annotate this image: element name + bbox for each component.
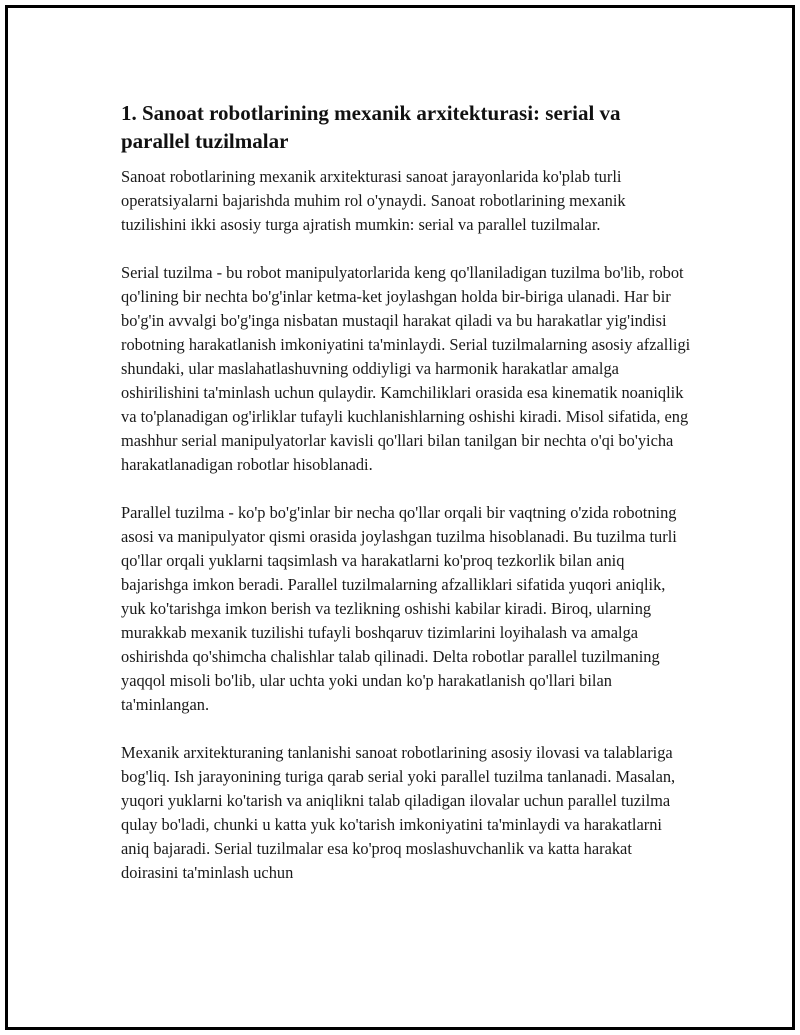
document-body [121, 99, 691, 885]
paragraph-serial-structure: Serial tuzilma - bu robot manipulyatorlarida keng qo'llaniladigan tuzilma bo'lib, robot qo'lining bir nechta bo'g'inlar ketma-ket joylashgan holda bir-biriga ulanadi. Har bir bo'g'in avvalgi bo'g'inga nisbatan mustaqil harakat qiladi va bu harakatlar yig'indisi robotning harakatlanish imkoniyatini ta'minlaydi. Serial tuzilmalarning asosiy afzalligi shundaki, ular maslahatlashuvning oddiyligi va harmonik harakatlar amalga oshirilishini ta'minlash uchun qulaydir. Kamchiliklari orasida esa kinematik noaniqlik va to'planadigan og'irliklar tufayli kuchlanishlarning oshishi kiradi. Misol sifatida, eng mashhur serial manipulyatorlar kavisli qo'llari bilan tanilgan bir nechta o'qi bo'yicha harakatlanadigan robotlar hisoblanadi. [121, 263, 691, 474]
paragraph-parallel-structure: Parallel tuzilma - ko'p bo'g'inlar bir necha qo'llar orqali bir vaqtning o'zida robotning asosi va manipulyator qismi orasida joylashgan tuzilma hisoblanadi. Bu tuzilma turli qo'llar orqali yuklarni taqsimlash va harakatlarni ko'proq tezkorlik bilan aniq bajarishga imkon beradi. Parallel tuzilmalarning afzalliklari sifatida yuqori aniqlik, yuk ko'tarishga imkon berish va tezlikning oshishi kabilar kiradi. Biroq, ularning murakkab mexanik tuzilishi tufayli boshqaruv tizimlarini loyihalash va amalga oshirishda qo'shimcha chalishlar talab qilinadi. Delta robotlar parallel tuzilmaning yaqqol misoli bo'lib, ular uchta yoki undan ko'p harakatlanish qo'llari bilan ta'minlangan. [121, 503, 677, 714]
page-frame [5, 5, 795, 1030]
paragraph-intro: Sanoat robotlarining mexanik arxitekturasi sanoat jarayonlarida ko'plab turli operatsiyalarni bajarishda muhim rol o'ynaydi. Sanoat robotlarining mexanik tuzilishini ikki asosiy turga ajratish mumkin: serial va parallel tuzilmalar. [121, 167, 626, 234]
paragraph-architecture-choice: Mexanik arxitekturaning tanlanishi sanoat robotlarining asosiy ilovasi va talablariga bog'liq. Ish jarayonining turiga qarab serial yoki parallel tuzilma tanlanadi. Masalan, yuqori yuklarni ko'tarish va aniqlikni talab qiladigan ilovalar uchun parallel tuzilma qulay bo'ladi, chunki u katta yuk ko'tarish imkoniyatini ta'minlaydi va harakatlarni aniq bajaradi. Serial tuzilmalar esa ko'proq moslashuvchanlik va katta harakat doirasini ta'minlash uchun [121, 743, 676, 882]
section-heading: 1. Sanoat robotlarining mexanik arxitekturasi: serial va parallel tuzilmalar [121, 101, 621, 153]
